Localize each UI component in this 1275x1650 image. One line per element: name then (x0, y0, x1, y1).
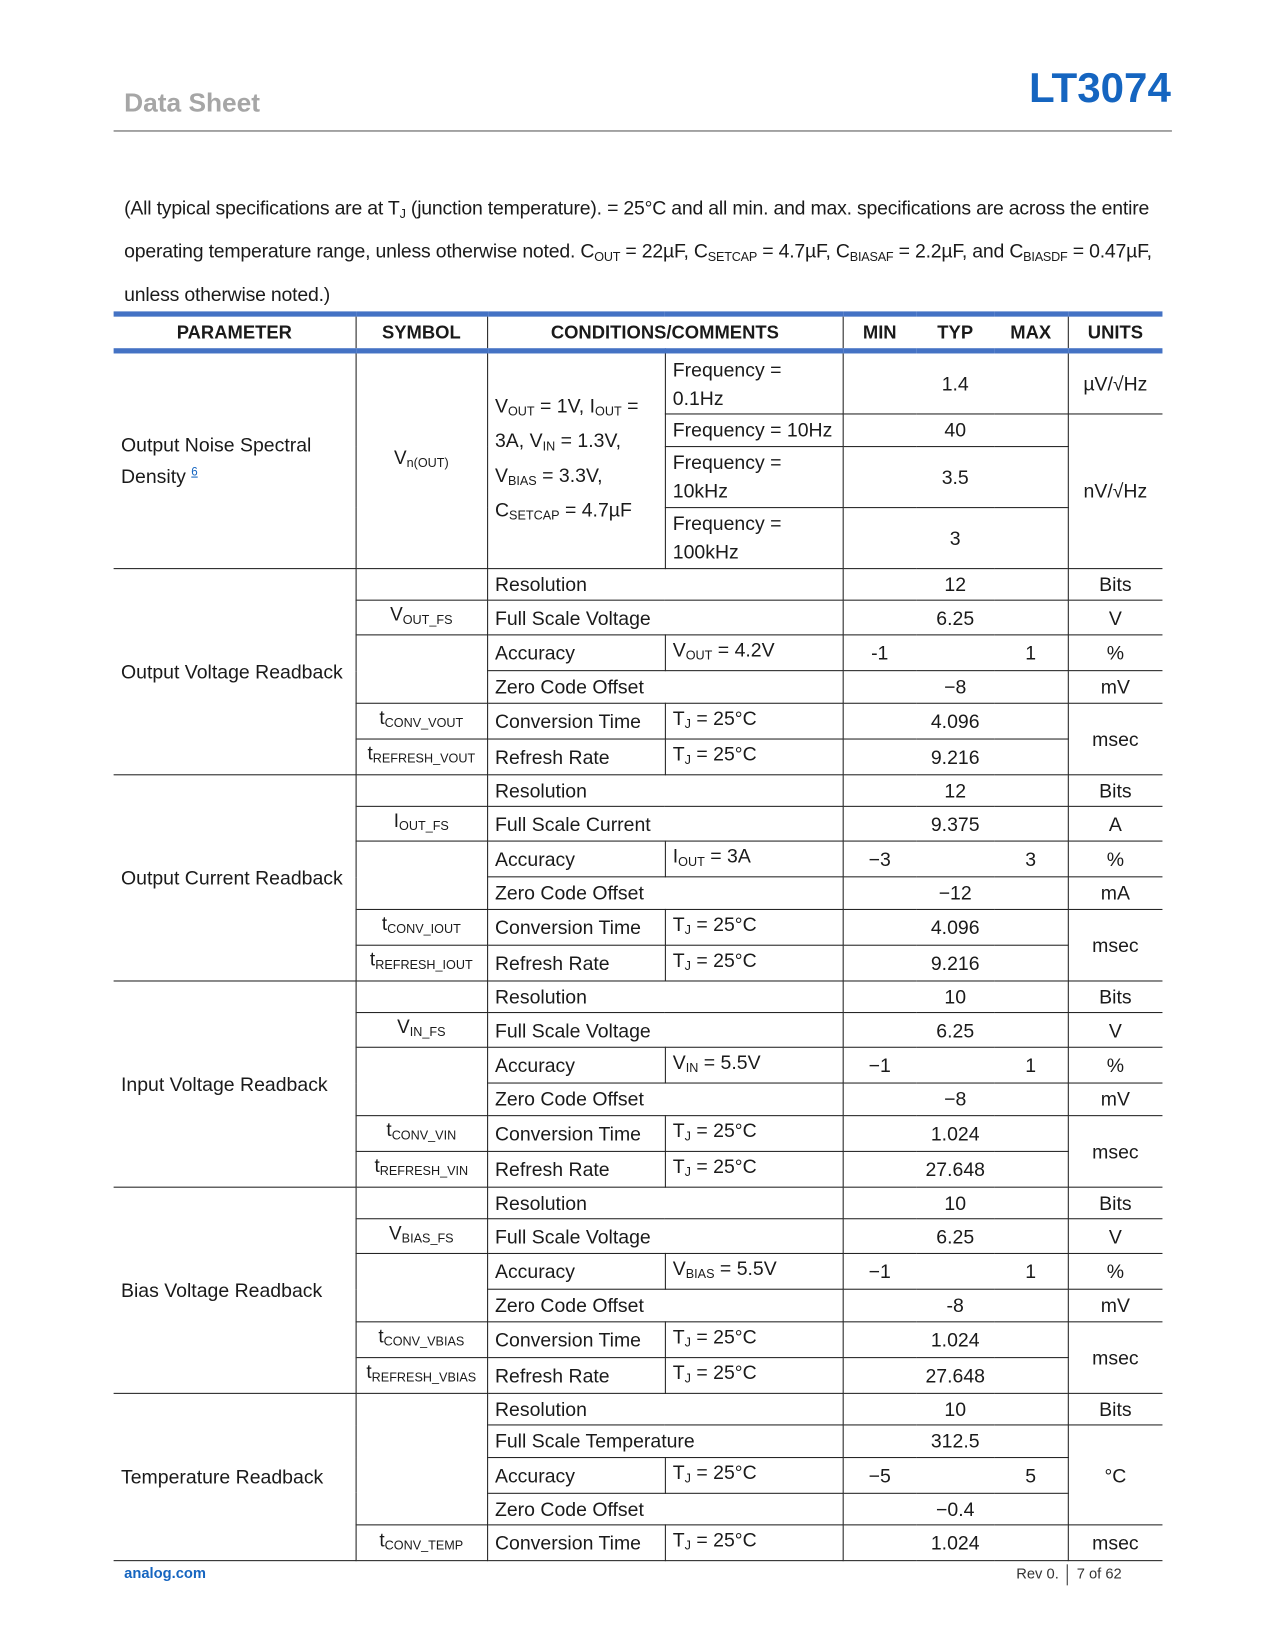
condition-detail: Frequency = 100kHz (665, 507, 843, 568)
intro-paragraph (124, 189, 1165, 312)
value-typ: 312.5 (916, 1425, 994, 1457)
intro-text: = 22µF, C (620, 239, 708, 262)
part-number-title: LT3074 (1028, 65, 1171, 112)
value-min (843, 1493, 917, 1525)
value-min (843, 1525, 917, 1561)
header-conditions: CONDITIONS/COMMENTS (487, 314, 843, 351)
parameter-cell: Output Noise Spectral Density $^6$ (114, 351, 356, 568)
units-cell: msec (1068, 1525, 1163, 1561)
condition-cell: Conversion Time (487, 909, 665, 945)
units-cell: Bits (1068, 774, 1163, 806)
symbol-cell (356, 635, 488, 703)
condition-detail: Frequency = 10Hz (665, 414, 843, 446)
condition-detail: $T_J = 25^\circ C$ (665, 1457, 843, 1493)
condition-detail: $T_J = 25^\circ C$ (665, 703, 843, 739)
header-units: UNITS (1068, 314, 1163, 351)
value-min (843, 351, 917, 414)
condition-cell: Accuracy (487, 1457, 665, 1493)
value-typ: 6.25 (916, 1219, 994, 1254)
value-min (843, 1115, 917, 1151)
condition-cell: Accuracy (487, 635, 665, 671)
value-typ: 10 (916, 1187, 994, 1219)
value-typ: −8 (916, 1083, 994, 1115)
units-cell: µV/√Hz (1068, 351, 1163, 414)
condition-detail: $V_{OUT} = 4.2V$ (665, 635, 843, 671)
condition-cell: $V_{OUT} = 1V$, $I_{OUT} = 3A$, $V_{IN} = 1.3V$, $V_{BIAS} = 3.3V$, $C_{SETCAP} = 4.7\mu F$ (487, 351, 665, 568)
units-cell: % (1068, 841, 1163, 877)
condition-detail: $T_J = 25^\circ C$ (665, 1151, 843, 1187)
units-cell: mV (1068, 1083, 1163, 1115)
value-min (843, 774, 917, 806)
symbol-cell: $t_{REFRESH\_VOUT}$ (356, 739, 488, 775)
condition-cell: Resolution (487, 1393, 843, 1425)
condition-detail: $T_J = 25^\circ C$ (665, 1525, 843, 1561)
table-row (114, 351, 1163, 414)
intro-text: = 0.47µF, unless otherwise noted.) (124, 239, 1152, 306)
value-min: −1 (843, 1047, 917, 1083)
units-cell: msec (1068, 1115, 1163, 1187)
condition-cell: Zero Code Offset (487, 671, 843, 703)
table-row (114, 774, 1163, 806)
value-max (994, 1219, 1068, 1254)
value-max (994, 1115, 1068, 1151)
value-max (994, 1393, 1068, 1425)
condition-cell: Refresh Rate (487, 1357, 665, 1393)
value-typ: 1.024 (916, 1115, 994, 1151)
revision: Rev 0. (1016, 1565, 1059, 1582)
header-typ: TYP (916, 314, 994, 351)
units-cell: Bits (1068, 568, 1163, 600)
condition-detail: $T_J = 25^\circ C$ (665, 945, 843, 981)
symbol-cell (356, 1393, 488, 1525)
condition-cell: Refresh Rate (487, 1151, 665, 1187)
value-min (843, 877, 917, 909)
value-max (994, 1357, 1068, 1393)
condition-detail: $V_{BIAS} = 5.5V$ (665, 1253, 843, 1289)
value-max (994, 1013, 1068, 1048)
condition-cell: Refresh Rate (487, 945, 665, 981)
intro-text: (All typical specifications are at T (124, 196, 400, 219)
condition-detail: Frequency = 10kHz (665, 446, 843, 507)
condition-cell: Full Scale Voltage (487, 1013, 843, 1048)
units-cell: V (1068, 1013, 1163, 1048)
website-link[interactable]: analog.com (124, 1564, 206, 1582)
value-typ: 4.096 (916, 909, 994, 945)
header-divider (114, 130, 1172, 131)
value-typ: 10 (916, 980, 994, 1012)
units-cell: °C (1068, 1425, 1163, 1525)
condition-detail: $T_J = 25^\circ C$ (665, 1115, 843, 1151)
table-row (114, 1393, 1163, 1425)
value-max (994, 446, 1068, 507)
value-min (843, 1219, 917, 1254)
page-number: 7 of 62 (1076, 1565, 1122, 1582)
value-typ: 27.648 (916, 1357, 994, 1393)
condition-detail: $I_{OUT} = 3A$ (665, 841, 843, 877)
parameter-cell: Temperature Readback (114, 1393, 356, 1561)
value-min (843, 739, 917, 775)
condition-cell: Resolution (487, 568, 843, 600)
table-row (114, 980, 1163, 1012)
condition-cell: Conversion Time (487, 1525, 665, 1561)
value-typ: 40 (916, 414, 994, 446)
condition-cell: Resolution (487, 980, 843, 1012)
value-max (994, 1083, 1068, 1115)
intro-sub: BIASAF (849, 249, 894, 265)
units-cell: msec (1068, 703, 1163, 775)
symbol-cell: $t_{CONV\_TEMP}$ (356, 1525, 488, 1561)
intro-sub: J (399, 206, 406, 221)
symbol-cell (356, 1253, 488, 1321)
value-max (994, 1321, 1068, 1357)
parameter-cell: Output Voltage Readback (114, 568, 356, 774)
value-typ: 3 (916, 507, 994, 568)
value-max: 1 (994, 635, 1068, 671)
symbol-cell: $V_{IN\_FS}$ (356, 1013, 488, 1048)
value-min (843, 1083, 917, 1115)
value-typ: 12 (916, 568, 994, 600)
condition-cell: Zero Code Offset (487, 1083, 843, 1115)
condition-cell: Resolution (487, 1187, 843, 1219)
condition-cell: Zero Code Offset (487, 877, 843, 909)
value-typ (916, 841, 994, 877)
units-cell: Bits (1068, 980, 1163, 1012)
value-typ: −12 (916, 877, 994, 909)
condition-cell: Conversion Time (487, 703, 665, 739)
intro-sub: BIASDF (1023, 249, 1068, 265)
value-min (843, 1393, 917, 1425)
value-typ: -8 (916, 1289, 994, 1321)
value-max (994, 568, 1068, 600)
condition-detail: Frequency = 0.1Hz (665, 351, 843, 414)
value-min (843, 1151, 917, 1187)
value-typ: 1.024 (916, 1525, 994, 1561)
symbol-cell (356, 980, 488, 1012)
value-min (843, 1013, 917, 1048)
units-cell: V (1068, 1219, 1163, 1254)
units-cell: Bits (1068, 1187, 1163, 1219)
value-min: −3 (843, 841, 917, 877)
units-cell: msec (1068, 909, 1163, 981)
condition-cell: Full Scale Temperature (487, 1425, 843, 1457)
value-min (843, 568, 917, 600)
symbol-cell: $t_{CONV\_VIN}$ (356, 1115, 488, 1151)
units-cell: nV/√Hz (1068, 414, 1163, 568)
symbol-cell (356, 568, 488, 600)
condition-cell: Accuracy (487, 841, 665, 877)
value-typ: 9.216 (916, 739, 994, 775)
value-typ (916, 635, 994, 671)
condition-cell: Accuracy (487, 1253, 665, 1289)
value-max (994, 600, 1068, 635)
condition-cell: Conversion Time (487, 1115, 665, 1151)
condition-detail: $V_{IN} = 5.5V$ (665, 1047, 843, 1083)
header-min: MIN (843, 314, 917, 351)
value-min (843, 945, 917, 981)
value-typ: 4.096 (916, 703, 994, 739)
value-typ (916, 1253, 994, 1289)
value-max (994, 1493, 1068, 1525)
value-min: −1 (843, 1253, 917, 1289)
value-min: -1 (843, 635, 917, 671)
condition-cell: Zero Code Offset (487, 1493, 843, 1525)
condition-detail: $T_J = 25^\circ C$ (665, 1357, 843, 1393)
value-min (843, 414, 917, 446)
value-max (994, 877, 1068, 909)
spec-table (114, 311, 1163, 1561)
value-typ (916, 1047, 994, 1083)
units-cell: % (1068, 635, 1163, 671)
table-row (114, 1187, 1163, 1219)
symbol-cell: $t_{REFRESH\_IOUT}$ (356, 945, 488, 981)
value-min (843, 703, 917, 739)
value-min (843, 1321, 917, 1357)
intro-text: = 2.2µF, and C (893, 239, 1024, 262)
value-max: 5 (994, 1457, 1068, 1493)
value-max (994, 739, 1068, 775)
condition-cell: Full Scale Voltage (487, 600, 843, 635)
value-min (843, 507, 917, 568)
units-cell: A (1068, 806, 1163, 841)
condition-cell: Zero Code Offset (487, 1289, 843, 1321)
condition-cell: Refresh Rate (487, 739, 665, 775)
symbol-cell: $t_{CONV\_VBIAS}$ (356, 1321, 488, 1357)
value-max (994, 1525, 1068, 1561)
value-typ: 1.024 (916, 1321, 994, 1357)
symbol-cell (356, 1047, 488, 1115)
value-min (843, 1357, 917, 1393)
value-typ: −0.4 (916, 1493, 994, 1525)
condition-detail: $T_J = 25^\circ C$ (665, 1321, 843, 1357)
units-cell: % (1068, 1047, 1163, 1083)
intro-text: (junction temperature). = 25°C and all min. and max. specifications are across the entire operating temperature range, unless otherwise noted. C (124, 196, 1150, 262)
value-max (994, 1151, 1068, 1187)
units-cell: mV (1068, 1289, 1163, 1321)
value-min (843, 909, 917, 945)
value-typ: 1.4 (916, 351, 994, 414)
value-typ: 3.5 (916, 446, 994, 507)
condition-cell: Full Scale Voltage (487, 1219, 843, 1254)
symbol-cell: $V_{n(OUT)}$ (356, 351, 488, 568)
value-min (843, 980, 917, 1012)
value-max: 1 (994, 1253, 1068, 1289)
condition-detail: $T_J = 25^\circ C$ (665, 909, 843, 945)
condition-cell: Conversion Time (487, 1321, 665, 1357)
value-typ: 27.648 (916, 1151, 994, 1187)
units-cell: msec (1068, 1321, 1163, 1393)
symbol-cell: $t_{CONV\_VOUT}$ (356, 703, 488, 739)
value-typ: 10 (916, 1393, 994, 1425)
parameter-cell: Input Voltage Readback (114, 980, 356, 1186)
condition-detail: $T_J = 25^\circ C$ (665, 739, 843, 775)
value-max: 3 (994, 841, 1068, 877)
value-max (994, 806, 1068, 841)
value-typ: 9.375 (916, 806, 994, 841)
value-typ: −8 (916, 671, 994, 703)
value-min (843, 446, 917, 507)
value-max (994, 774, 1068, 806)
symbol-cell: $V_{OUT\_FS}$ (356, 600, 488, 635)
value-max (994, 945, 1068, 981)
value-min (843, 600, 917, 635)
units-cell: Bits (1068, 1393, 1163, 1425)
header-parameter: PARAMETER (114, 314, 356, 351)
value-max (994, 703, 1068, 739)
value-max (994, 1187, 1068, 1219)
table-row (114, 568, 1163, 600)
value-max (994, 909, 1068, 945)
value-typ: 6.25 (916, 600, 994, 635)
value-min (843, 1187, 917, 1219)
value-max (994, 980, 1068, 1012)
header-symbol: SYMBOL (356, 314, 488, 351)
page-info (1016, 1564, 1122, 1585)
symbol-cell: $t_{CONV\_IOUT}$ (356, 909, 488, 945)
units-cell: mA (1068, 877, 1163, 909)
condition-cell: Full Scale Current (487, 806, 843, 841)
value-typ: 12 (916, 774, 994, 806)
value-min (843, 1289, 917, 1321)
symbol-cell: $V_{BIAS\_FS}$ (356, 1219, 488, 1254)
parameter-cell: Bias Voltage Readback (114, 1187, 356, 1393)
value-min: −5 (843, 1457, 917, 1493)
symbol-cell: $t_{REFRESH\_VIN}$ (356, 1151, 488, 1187)
value-max (994, 414, 1068, 446)
value-min (843, 1425, 917, 1457)
symbol-cell (356, 841, 488, 909)
value-typ: 9.216 (916, 945, 994, 981)
footnote-link[interactable]: 6 (191, 466, 198, 479)
value-max (994, 507, 1068, 568)
intro-sub: OUT (594, 249, 621, 265)
units-cell: mV (1068, 671, 1163, 703)
symbol-cell: $t_{REFRESH\_VBIAS}$ (356, 1357, 488, 1393)
value-typ (916, 1457, 994, 1493)
condition-cell: Resolution (487, 774, 843, 806)
value-max (994, 671, 1068, 703)
value-max (994, 351, 1068, 414)
table-header-row (114, 314, 1163, 351)
units-cell: % (1068, 1253, 1163, 1289)
doc-type-label: Data Sheet (124, 88, 261, 118)
symbol-cell (356, 1187, 488, 1219)
symbol-cell (356, 774, 488, 806)
value-min (843, 671, 917, 703)
intro-sub: SETCAP (707, 249, 758, 265)
value-max: 1 (994, 1047, 1068, 1083)
parameter-cell: Output Current Readback (114, 774, 356, 980)
value-min (843, 806, 917, 841)
symbol-cell: $I_{OUT\_FS}$ (356, 806, 488, 841)
condition-cell: Accuracy (487, 1047, 665, 1083)
footer-separator (1067, 1564, 1068, 1585)
value-max (994, 1289, 1068, 1321)
header-max: MAX (994, 314, 1068, 351)
value-typ: 6.25 (916, 1013, 994, 1048)
units-cell: V (1068, 600, 1163, 635)
value-max (994, 1425, 1068, 1457)
intro-text: = 4.7µF, C (757, 239, 850, 262)
